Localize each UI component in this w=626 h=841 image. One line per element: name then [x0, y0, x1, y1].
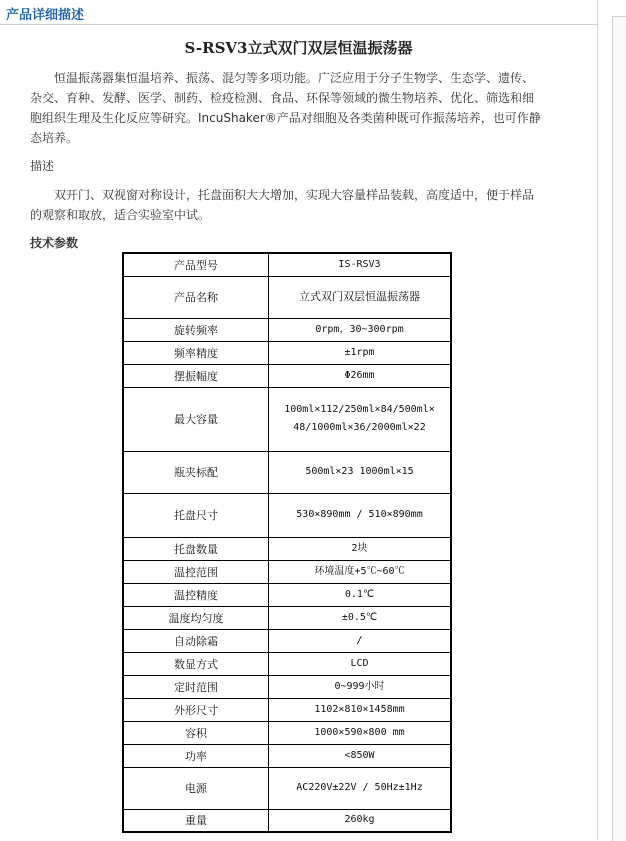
table-row: [123, 276, 451, 318]
spec-value: 环境温度+5℃~60℃: [269, 560, 452, 583]
sidebar-panel: [612, 16, 626, 841]
spec-value: 260kg: [269, 809, 452, 832]
table-row: [123, 253, 451, 276]
spec-key: 容积: [123, 721, 269, 744]
spec-key: 产品名称: [123, 276, 269, 318]
table-row: [123, 560, 451, 583]
spec-value: /: [269, 629, 452, 652]
table-row: [123, 652, 451, 675]
intro-text: 恒温振荡器集恒温培养、振荡、混匀等多项功能。广泛应用于分子生物学、生态学、遗传、杂交、育种、发酵、医学、制药、检疫检测、食品、环保等领域的微生物培养、优化、筛选和细胞组织生理及生化反应等研究。IncuShaker®产品对细胞及各类菌种既可作振荡培养，也可作静态培养。: [30, 71, 541, 145]
spec-value: AC220V±22V / 50Hz±1Hz: [269, 767, 452, 809]
table-row: [123, 744, 451, 767]
spec-value: 100ml×112/250ml×84/500ml× 48/1000ml×36/2000ml×22: [269, 387, 452, 451]
spec-key: 摆振幅度: [123, 364, 269, 387]
table-row: [123, 629, 451, 652]
spec-key: 旋转频率: [123, 318, 269, 341]
spec-key: 外形尺寸: [123, 698, 269, 721]
spec-key: 功率: [123, 744, 269, 767]
spec-value: 0rpm，30~300rpm: [269, 318, 452, 341]
table-row: [123, 341, 451, 364]
spec-value: Φ26mm: [269, 364, 452, 387]
table-row: [123, 537, 451, 560]
spec-value: 1102×810×1458mm: [269, 698, 452, 721]
spec-key: 重量: [123, 809, 269, 832]
spec-key: 瓶夹标配: [123, 451, 269, 493]
spec-value: 500ml×23 1000ml×15: [269, 451, 452, 493]
spec-value: 2块: [269, 537, 452, 560]
spec-value: LCD: [269, 652, 452, 675]
spec-value: 1000×590×800 mm: [269, 721, 452, 744]
header-divider: [0, 24, 597, 25]
spec-key: 温控范围: [123, 560, 269, 583]
table-row: [123, 721, 451, 744]
spec-value: ±1rpm: [269, 341, 452, 364]
product-title: S-RSV3立式双门双层恒温振荡器: [184, 39, 413, 57]
table-row: [123, 493, 451, 537]
spec-key: 最大容量: [123, 387, 269, 451]
spec-key: 电源: [123, 767, 269, 809]
spec-key: 托盘数量: [123, 537, 269, 560]
spec-key: 温度均匀度: [123, 606, 269, 629]
table-row: [123, 387, 451, 451]
table-row: [123, 583, 451, 606]
table-row: [123, 451, 451, 493]
table-row: [123, 698, 451, 721]
spec-value: ±0.5℃: [269, 606, 452, 629]
table-row: [123, 364, 451, 387]
table-row: [123, 675, 451, 698]
spec-key: 定时范围: [123, 675, 269, 698]
spec-value: IS-RSV3: [269, 253, 452, 276]
table-row: [123, 318, 451, 341]
section-header: 产品详细描述: [6, 8, 85, 23]
content-border: [597, 0, 598, 840]
table-row: [123, 606, 451, 629]
specs-heading: 技术参数: [30, 236, 79, 250]
spec-value: 0~999小时: [269, 675, 452, 698]
table-row: [123, 767, 451, 809]
description-heading: 描述: [30, 159, 55, 173]
spec-table: [122, 252, 452, 833]
description-paragraph: [30, 185, 542, 225]
spec-key: 托盘尺寸: [123, 493, 269, 537]
spec-key: 频率精度: [123, 341, 269, 364]
spec-value: <850W: [269, 744, 452, 767]
spec-value: 立式双门双层恒温振荡器: [269, 276, 452, 318]
spec-key: 数显方式: [123, 652, 269, 675]
spec-key: 自动除霜: [123, 629, 269, 652]
intro-paragraph: [30, 68, 542, 148]
spec-value: 530×890mm / 510×890mm: [269, 493, 452, 537]
spec-key: 产品型号: [123, 253, 269, 276]
table-row: [123, 809, 451, 832]
description-text: 双开门、双视窗对称设计，托盘面积大大增加，实现大容量样品装载，高度适中，便于样品的观察和取放，适合实验室中试。: [30, 188, 535, 222]
spec-key: 温控精度: [123, 583, 269, 606]
spec-value: 0.1℃: [269, 583, 452, 606]
